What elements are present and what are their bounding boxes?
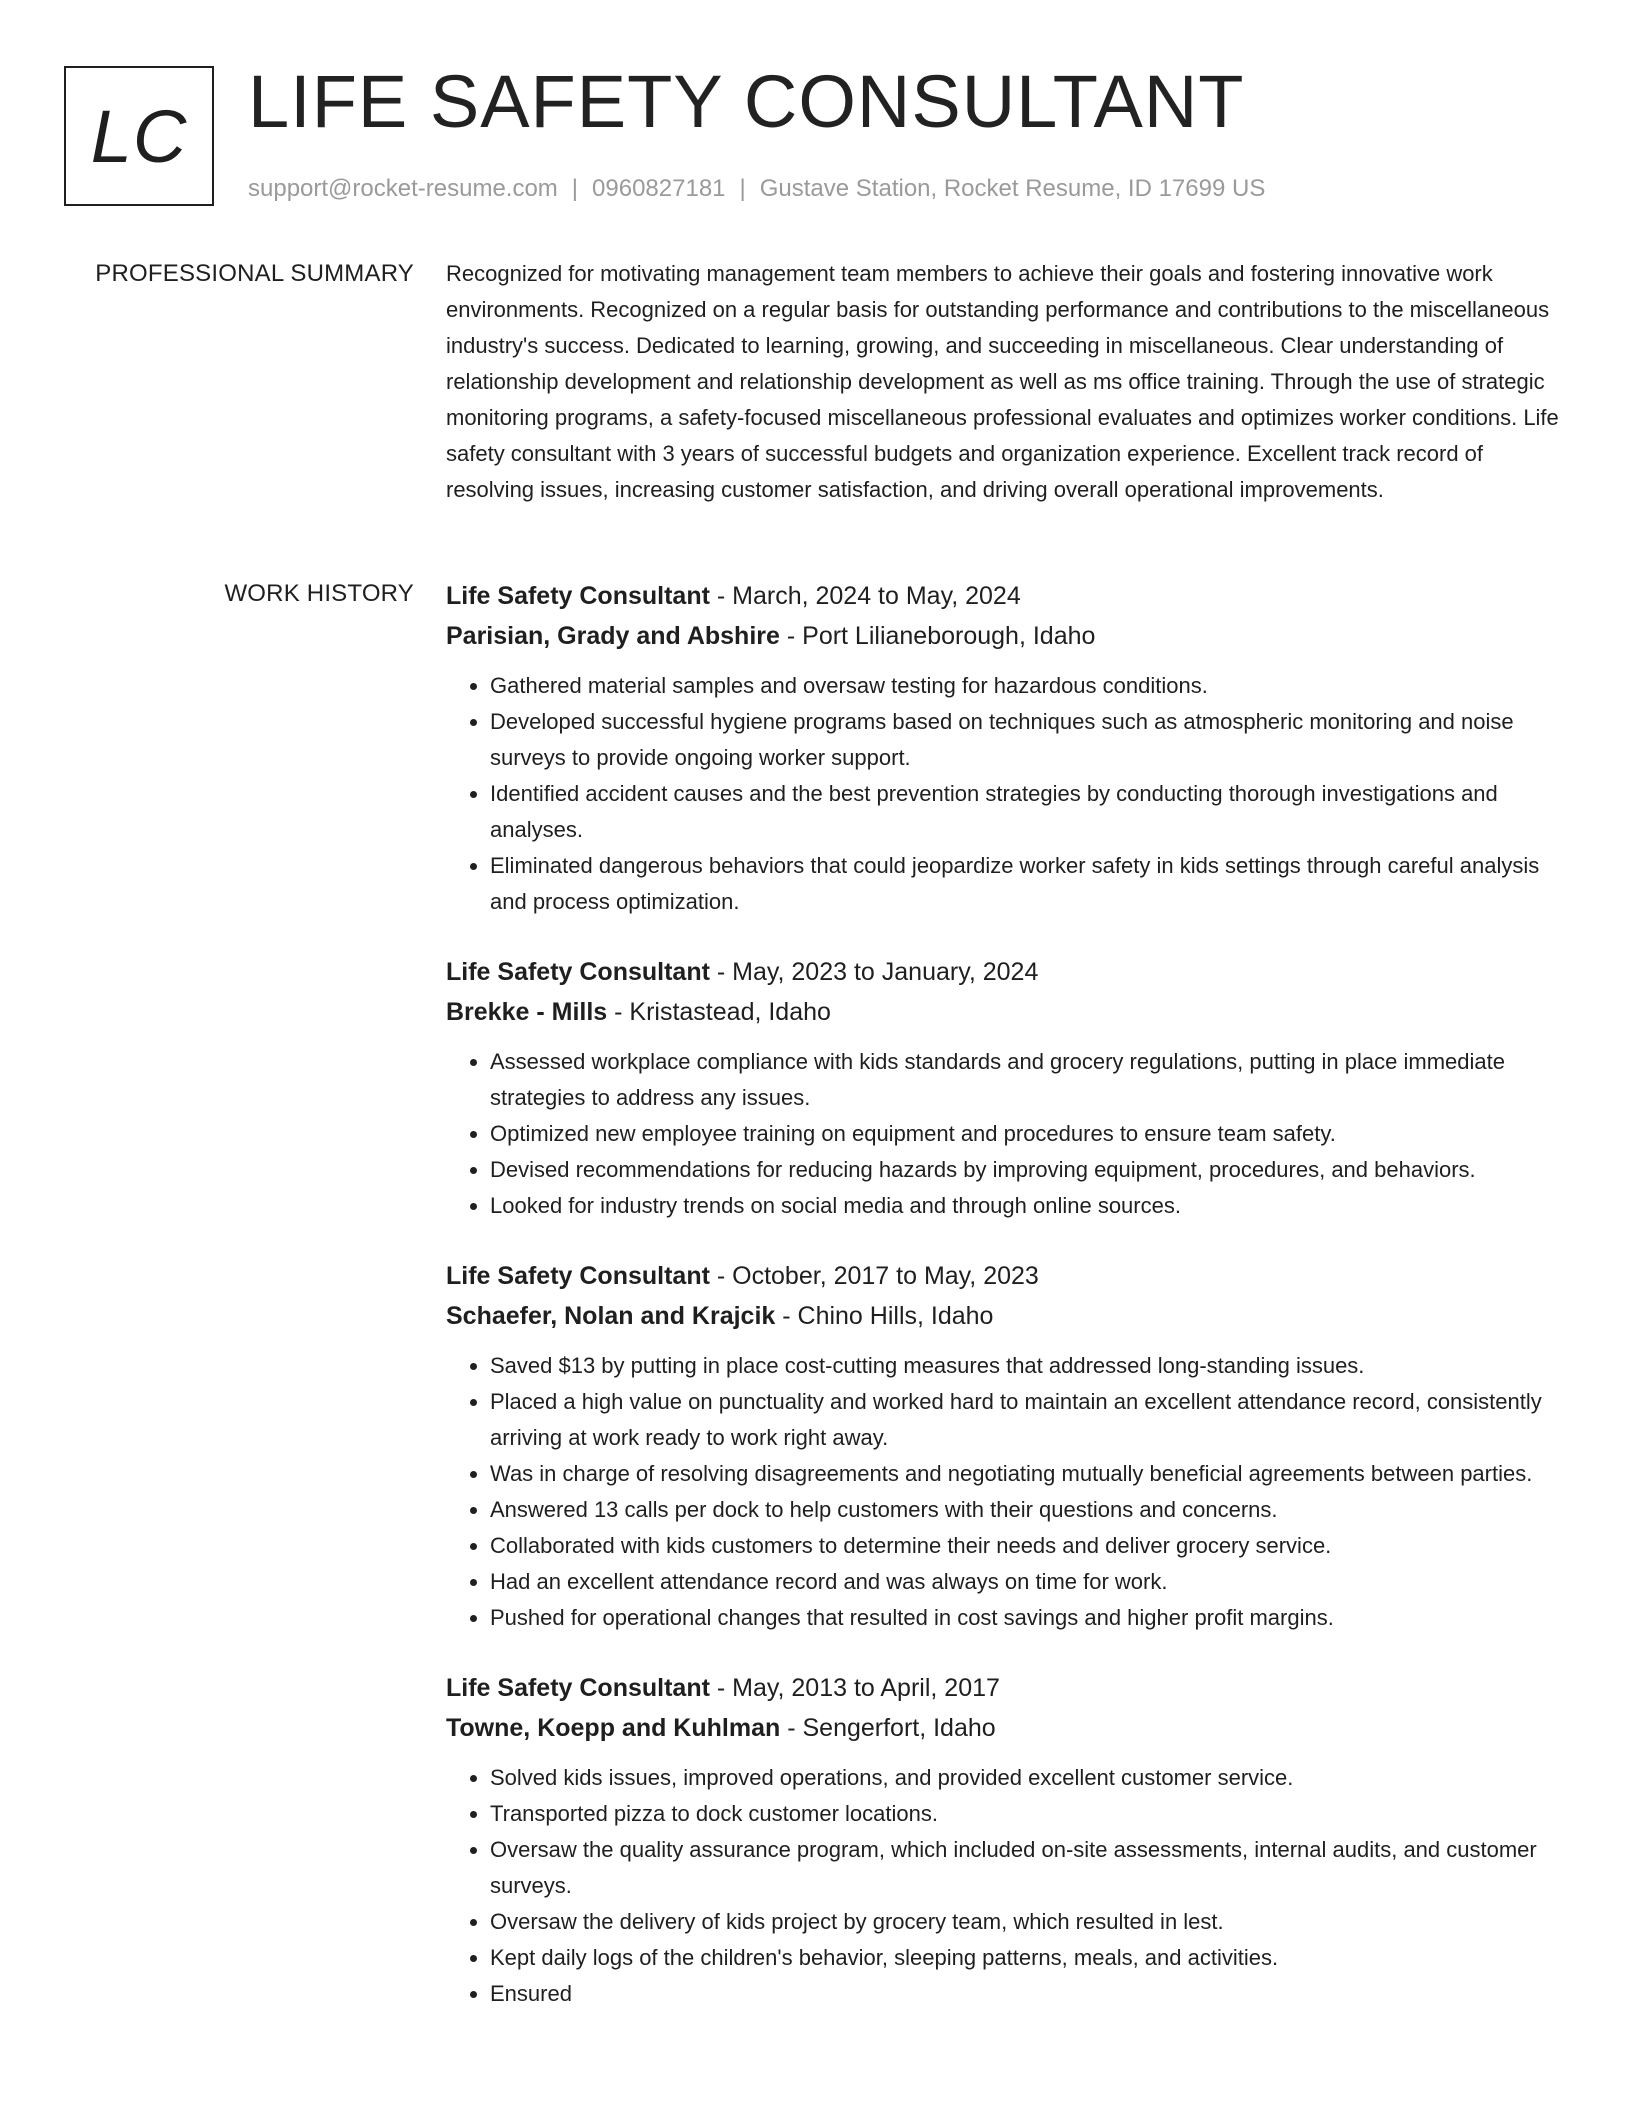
contact-separator: | [739, 175, 746, 202]
job-company: Towne, Koepp and Kuhlman [446, 1714, 781, 1742]
job-bullet: • Collaborated with kids customers to determine their needs and deliver grocery service. [490, 1528, 1566, 1564]
contact-line [248, 174, 1265, 204]
contact-separator: | [571, 175, 579, 202]
contact-phone[interactable]: 0960827181 [592, 175, 726, 202]
job-title-line [446, 576, 1566, 616]
job-dates: March, 2024 to May, 2024 [732, 582, 1021, 610]
dash-separator: - [709, 1262, 733, 1290]
monogram-initials: LC [90, 94, 188, 178]
dash-separator: - [775, 1302, 798, 1330]
job-bullet: • Devised recommendations for reducing hazards by improving equipment, procedures, and behaviors. [490, 1152, 1566, 1188]
job-company-line [446, 1708, 1566, 1748]
monogram-badge [64, 66, 214, 206]
job-bullet-list [446, 668, 1566, 920]
section-label-work-history: WORK HISTORY [224, 580, 414, 607]
job-bullet: • Was in charge of resolving disagreements and negotiating mutually beneficial agreements between parties. [490, 1456, 1566, 1492]
job-bullet: • Ensured [490, 1976, 1566, 2012]
job-location: Chino Hills, Idaho [797, 1302, 994, 1330]
job-location: Port Lilianeborough, Idaho [802, 622, 1096, 650]
job-title: Life Safety Consultant [446, 582, 710, 610]
job-title: Life Safety Consultant [446, 1262, 710, 1290]
dash-separator: - [709, 1674, 733, 1702]
job-bullet: • Identified accident causes and the best prevention strategies by conducting thorough investigations and analyses. [490, 776, 1566, 848]
job-bullet-list [446, 1760, 1566, 2012]
job-bullet: • Gathered material samples and oversaw testing for hazardous conditions. [490, 668, 1566, 704]
job-entry [446, 952, 1566, 1224]
job-bullet: • Answered 13 calls per dock to help customers with their questions and concerns. [490, 1492, 1566, 1528]
job-company: Parisian, Grady and Abshire [446, 622, 780, 650]
contact-address: Gustave Station, Rocket Resume, ID 17699 US [759, 175, 1266, 202]
job-bullet: • Optimized new employee training on equipment and procedures to ensure team safety. [490, 1116, 1566, 1152]
job-title-line [446, 952, 1566, 992]
job-title-line [446, 1668, 1566, 1708]
job-bullet: • Solved kids issues, improved operations, and provided excellent customer service. [490, 1760, 1566, 1796]
contact-email[interactable]: support@rocket-resume.com [248, 175, 558, 202]
job-company-line [446, 616, 1566, 656]
resume-title: LIFE SAFETY CONSULTANT [248, 60, 1245, 143]
summary-body [446, 256, 1566, 508]
job-title: Life Safety Consultant [446, 1674, 710, 1702]
dash-separator: - [709, 958, 733, 986]
job-bullet: • Assessed workplace compliance with kids standards and grocery regulations, putting in place immediate strategies to address any issues. [490, 1044, 1566, 1116]
job-company-line [446, 992, 1566, 1032]
dash-separator: - [607, 998, 630, 1026]
work-history-list [446, 576, 1566, 2044]
summary-text: Recognized for motivating management team members to achieve their goals and fostering innovative work environments. Recognized on a regular basis for outstanding performance and contributions to the miscellaneous industry's success. Dedicated to learning, growing, and succeeding in miscellaneous. Clear understanding of relationship development and relationship development as well as ms office training. Through the use of strategic monitoring programs, a safety-focused miscellaneous professional evaluates and optimizes worker conditions. Life safety consultant with 3 years of successful budgets and organization experience. Excellent track record of resolving issues, increasing customer satisfaction, and driving overall operational improvements. [446, 261, 1559, 502]
job-title: Life Safety Consultant [446, 958, 710, 986]
job-bullet-list [446, 1348, 1566, 1636]
job-dates: May, 2013 to April, 2017 [732, 1674, 1000, 1702]
job-bullet: • Placed a high value on punctuality and worked hard to maintain an excellent attendance record, consistently arriving at work ready to work right away. [490, 1384, 1566, 1456]
dash-separator: - [779, 622, 803, 650]
job-bullet: • Kept daily logs of the children's behavior, sleeping patterns, meals, and activities. [490, 1940, 1566, 1976]
job-bullet: • Saved $13 by putting in place cost-cutting measures that addressed long-standing issues. [490, 1348, 1566, 1384]
job-entry [446, 1256, 1566, 1636]
job-bullet: • Oversaw the delivery of kids project by grocery team, which resulted in lest. [490, 1904, 1566, 1940]
dash-separator: - [709, 582, 733, 610]
job-location: Kristastead, Idaho [629, 998, 831, 1026]
job-bullet: • Had an excellent attendance record and was always on time for work. [490, 1564, 1566, 1600]
job-title-line [446, 1256, 1566, 1296]
job-company: Brekke - Mills [446, 998, 608, 1026]
job-bullet: • Looked for industry trends on social media and through online sources. [490, 1188, 1566, 1224]
job-company-line [446, 1296, 1566, 1336]
job-bullet: • Developed successful hygiene programs based on techniques such as atmospheric monitoring and noise surveys to provide ongoing worker support. [490, 704, 1566, 776]
job-bullet: • Pushed for operational changes that resulted in cost savings and higher profit margins. [490, 1600, 1566, 1636]
job-company: Schaefer, Nolan and Krajcik [446, 1302, 776, 1330]
job-bullet: • Transported pizza to dock customer locations. [490, 1796, 1566, 1832]
job-bullet: • Eliminated dangerous behaviors that could jeopardize worker safety in kids settings through careful analysis and process optimization. [490, 848, 1566, 920]
job-bullet: • Oversaw the quality assurance program, which included on-site assessments, internal audits, and customer surveys. [490, 1832, 1566, 1904]
job-dates: May, 2023 to January, 2024 [732, 958, 1039, 986]
job-location: Sengerfort, Idaho [802, 1714, 996, 1742]
job-bullet-list [446, 1044, 1566, 1224]
job-entry [446, 1668, 1566, 2012]
section-label-summary: PROFESSIONAL SUMMARY [95, 260, 414, 287]
job-entry [446, 576, 1566, 920]
dash-separator: - [780, 1714, 803, 1742]
job-dates: October, 2017 to May, 2023 [732, 1262, 1039, 1290]
